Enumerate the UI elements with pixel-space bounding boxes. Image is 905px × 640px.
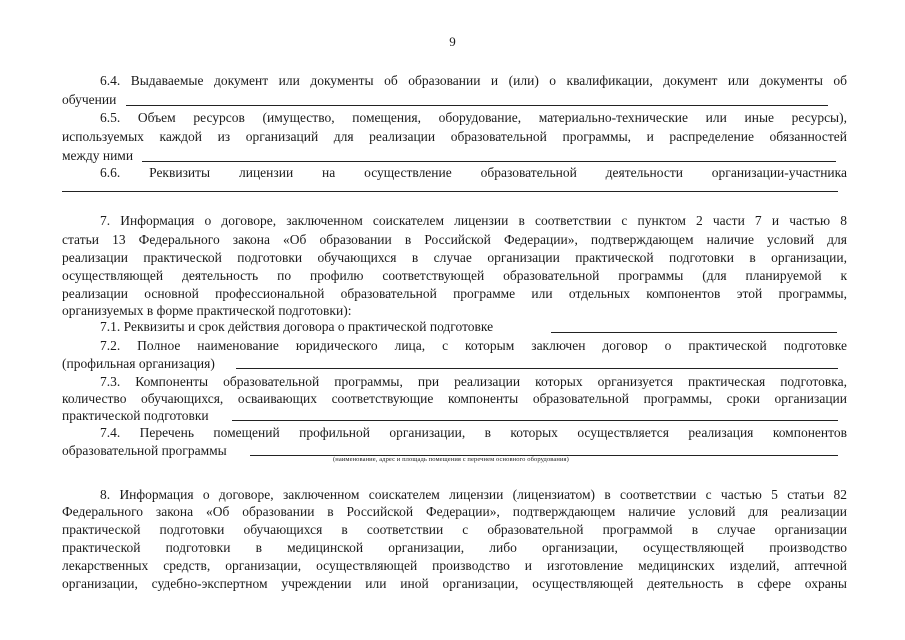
section-8-line-2: Федерального закона «Об образовании в Российской Федерации», подтверждающем наличие условий для реализации	[62, 504, 847, 519]
section-7-1-line-1: 7.1. Реквизиты и срок действия договора о практической подготовке	[100, 319, 494, 334]
section-6-6-blank-line	[62, 191, 838, 192]
section-7-line-5: реализации основной профессиональной образовательной программе или отдельных компонентов этой программы,	[62, 286, 847, 301]
section-7-line-6: организуемых в форме практической подготовки):	[62, 303, 352, 318]
section-8-line-1: 8. Информация о договоре, заключенном соискателем лицензии (лицензиатом) в соответствии с частью 5 статьи 82	[100, 487, 847, 502]
section-7-line-1: 7. Информация о договоре, заключенном соискателем лицензии в соответствии с пунктом 2 части 7 и частью 8	[100, 213, 847, 228]
section-7-4-line-1: 7.4. Перечень помещений профильной организации, в которых осуществляется реализация компонентов	[100, 425, 847, 440]
section-6-5-line-3: между ними	[62, 148, 134, 163]
section-7-3-line-1: 7.3. Компоненты образовательной программы, при реализации которых организуется практическая подготовка,	[100, 374, 847, 389]
section-6-4-blank-line	[126, 105, 828, 106]
section-7-1-blank-line	[551, 332, 837, 333]
section-7-line-3: реализации практической подготовки обучающихся в случае организации практической подготовки в организации,	[62, 250, 847, 265]
section-8-line-4: практической подготовки в медицинской организации, либо организации, осуществляющей производство	[62, 540, 847, 555]
section-7-4-caption: (наименование, адрес и площадь помещения с перечнем основного оборудования)	[333, 456, 569, 463]
section-7-3-line-3: практической подготовки	[62, 408, 209, 423]
section-7-3-blank-line	[232, 420, 838, 421]
section-7-3-line-2: количество обучающихся, осваивающих соответствующие компоненты образовательной программы, сроки организации	[62, 391, 847, 406]
section-8-line-3: практической подготовки обучающихся в соответствии с образовательной программой в случае организации	[62, 522, 847, 537]
section-7-2-blank-line	[236, 368, 838, 369]
section-8-line-6: организации, судебно-экспертном учреждении или иной организации, осуществляющей деятельность в сфере охраны	[62, 576, 847, 591]
section-6-5-blank-line	[142, 161, 836, 162]
section-7-2-line-2: (профильная организация)	[62, 356, 215, 371]
section-7-2-line-1: 7.2. Полное наименование юридического лица, с которым заключен договор о практической подготовке	[100, 338, 847, 353]
section-6-5-line-1: 6.5. Объем ресурсов (имущество, помещения, оборудование, материально-технические или иные ресурсы),	[100, 110, 847, 125]
section-6-4-line-2: обучении	[62, 92, 117, 107]
section-6-5-line-2: используемых каждой из организаций для реализации образовательной программы, и распределение обязанностей	[62, 129, 847, 144]
section-7-line-2: статьи 13 Федерального закона «Об образовании в Российской Федерации», подтверждающем наличие условий для	[62, 232, 847, 247]
section-6-4-line-1: 6.4. Выдаваемые документ или документы об образовании и (или) о квалификации, документ или документы об	[100, 73, 847, 88]
section-8-line-5: лекарственных средств, организации, осуществляющей производство и изготовление медицинских изделий, аптечной	[62, 558, 847, 573]
page-number: 9	[449, 34, 456, 49]
section-6-6-line-1: 6.6. Реквизиты лицензии на осуществление образовательной деятельности организации-участника	[100, 165, 847, 180]
section-7-line-4: осуществляющей деятельность по профилю соответствующей образовательной программы (для планируемой к	[62, 268, 847, 283]
section-7-4-line-2: образовательной программы	[62, 443, 227, 458]
